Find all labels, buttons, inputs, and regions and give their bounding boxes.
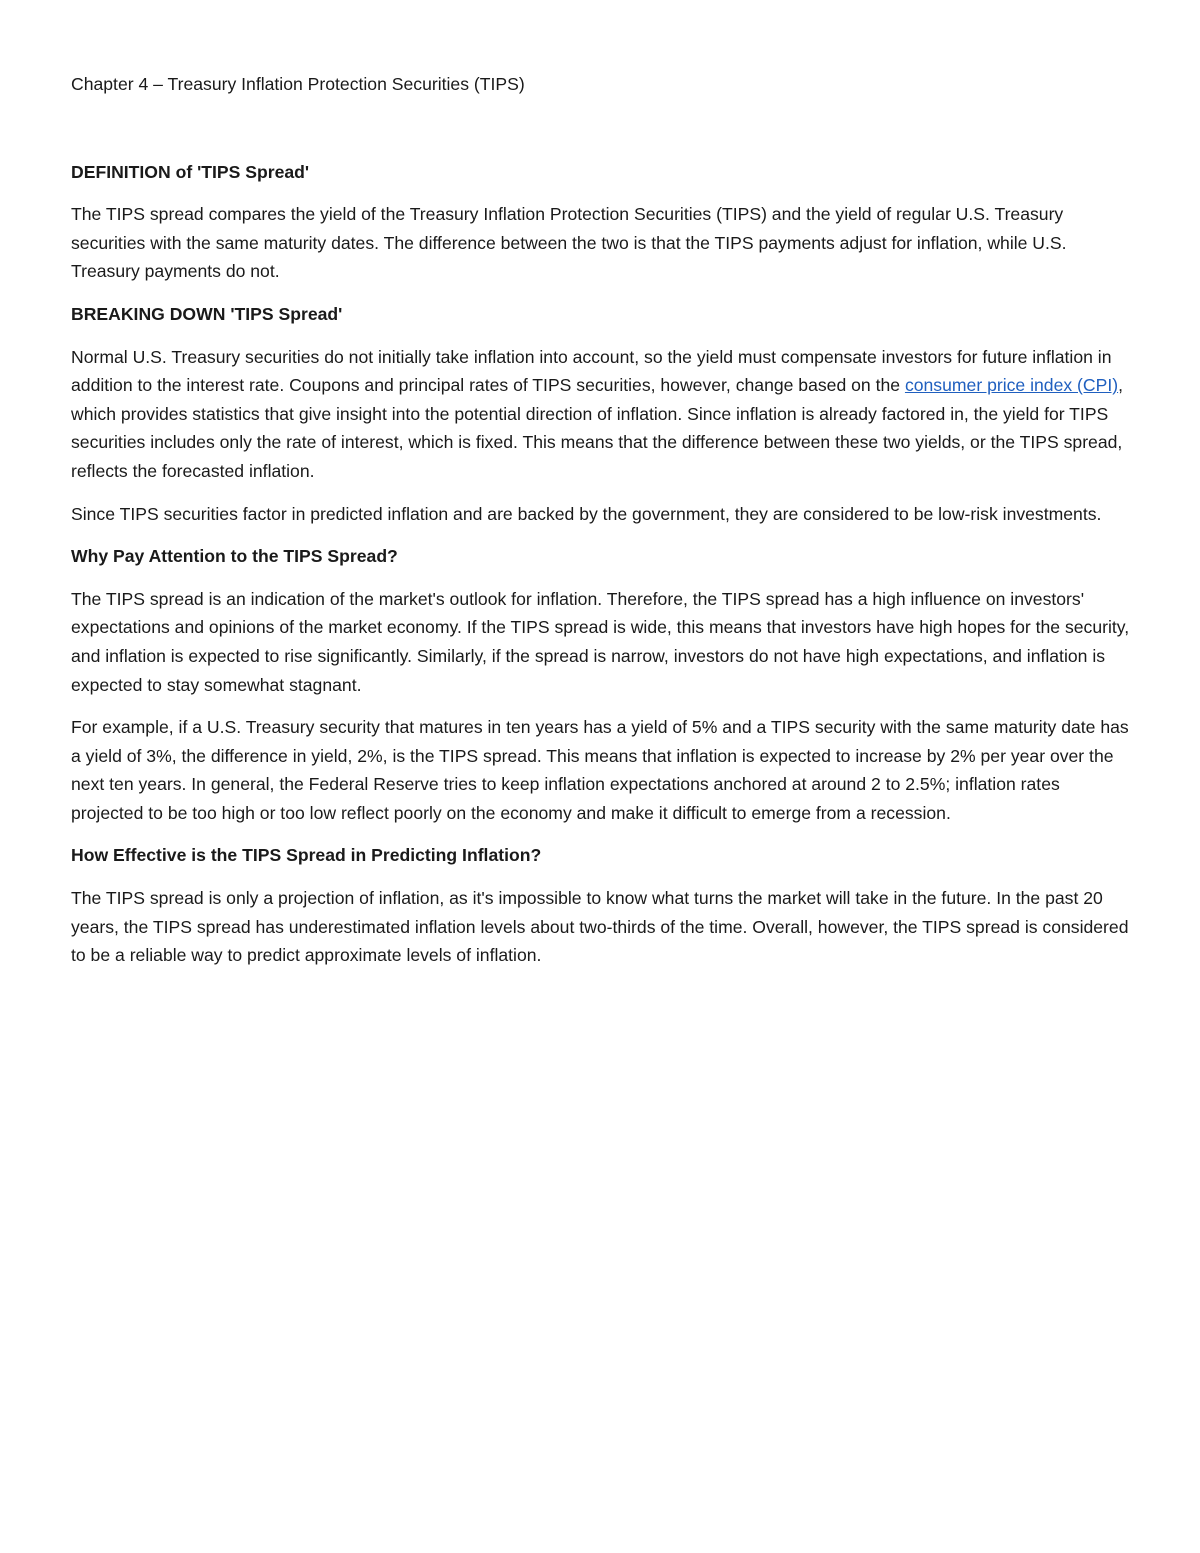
why-paragraph-1: The TIPS spread is an indication of the market's outlook for inflation. Therefore, the TIPS spread has a high influence on investors' expectations and opinions of the market economy. If the TIPS spread is wide, this means that investors have high hopes for the security, and inflation is expected to rise significantly. Similarly, if the spread is narrow, investors do not have high expectations, and inflation is expected to stay somewhat stagnant. bbox=[71, 588, 1130, 695]
definition-heading: DEFINITION of 'TIPS Spread' bbox=[71, 161, 310, 182]
breaking-down-paragraph-1 bbox=[71, 343, 1133, 486]
breaking-down-p1-text-before: Normal U.S. Treasury securities do not initially take inflation into account, so the yield must compensate investors for future inflation in addition to the interest rate. Coupons and principal rates of TIPS securities, however, change based on the bbox=[71, 346, 1112, 396]
chapter-title: Chapter 4 – Treasury Inflation Protection Securities (TIPS) bbox=[71, 74, 525, 94]
definition-paragraph: The TIPS spread compares the yield of the Treasury Inflation Protection Securities (TIPS) and the yield of regular U.S. Treasury securities with the same maturity dates. The difference between the two is that the TIPS payments adjust for inflation, while U.S. Treasury payments do not. bbox=[71, 204, 1067, 282]
cpi-link[interactable]: consumer price index (CPI) bbox=[904, 375, 1119, 396]
document-page bbox=[71, 70, 1133, 984]
why-heading: Why Pay Attention to the TIPS Spread? bbox=[71, 546, 398, 567]
breaking-down-p1-text-after: , which provides statistics that give insight into the potential direction of inflation. Since inflation is already factored in, the yield for TIPS securities includes only the rate of interest, which is fixed. This means that the difference between these two yields, or the TIPS spread, reflects the forecasted inflation. bbox=[71, 375, 1123, 481]
why-paragraph-2: For example, if a U.S. Treasury security that matures in ten years has a yield of 5% and a TIPS security with the same maturity date has a yield of 3%, the difference in yield, 2%, is the TIPS spread. This means that inflation is expected to increase by 2% per year over the next ten years. In general, the Federal Reserve tries to keep inflation expectations anchored at around 2 to 2.5%; inflation rates projected to be too high or too low reflect poorly on the economy and make it difficult to emerge from a recession. bbox=[71, 717, 1129, 823]
breaking-down-heading: BREAKING DOWN 'TIPS Spread' bbox=[71, 303, 343, 324]
breaking-down-paragraph-2: Since TIPS securities factor in predicted inflation and are backed by the government, they are considered to be low-risk investments. bbox=[71, 503, 1102, 524]
effective-paragraph: The TIPS spread is only a projection of inflation, as it's impossible to know what turns the market will take in the future. In the past 20 years, the TIPS spread has underestimated inflation levels about two-thirds of the time. Overall, however, the TIPS spread is considered to be a reliable way to predict approximate levels of inflation. bbox=[71, 888, 1129, 966]
effective-heading: How Effective is the TIPS Spread in Predicting Inflation? bbox=[71, 845, 542, 866]
